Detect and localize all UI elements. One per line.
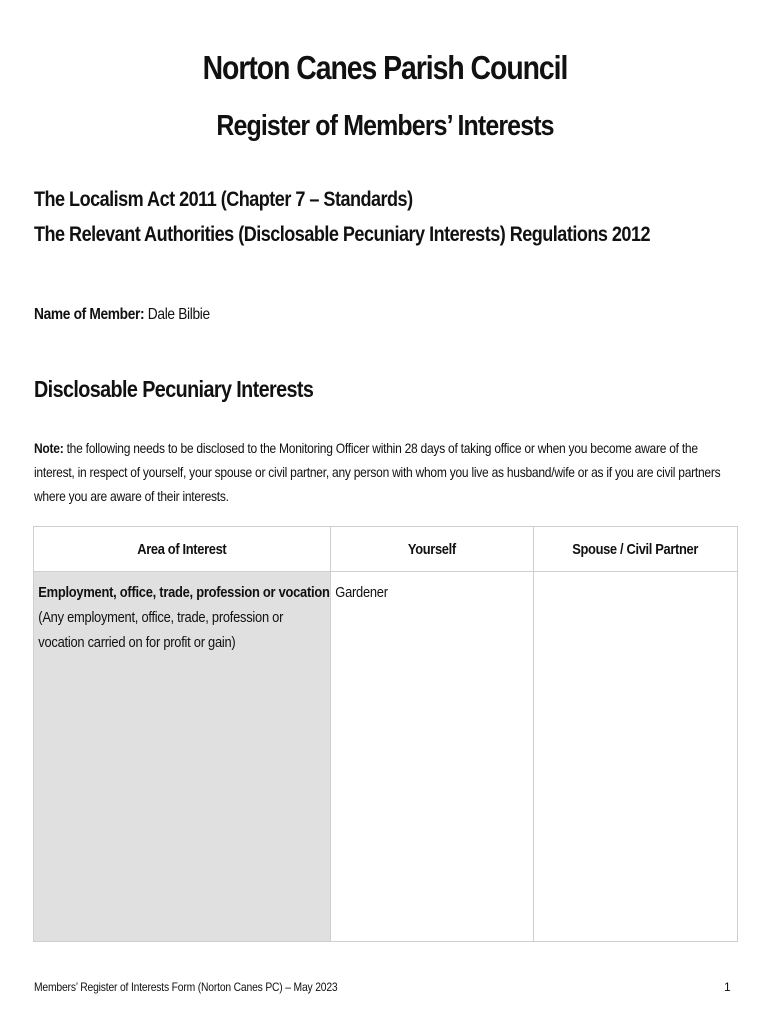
table-row [34, 572, 738, 942]
spouse-cell[interactable] [534, 572, 738, 942]
column-header-area: Area of Interest [34, 527, 331, 572]
document-title: Norton Canes Parish Council [202, 49, 568, 86]
table-header-row [34, 527, 738, 572]
legislation-line-2: The Relevant Authorities (Disclosable Pecuniary Interests) Regulations 2012 [34, 223, 651, 246]
area-description: (Any employment, office, trade, profession or vocation carried on for profit or gain) [38, 609, 284, 651]
column-header-spouse: Spouse / Civil Partner [534, 527, 738, 572]
yourself-value: Gardener [335, 584, 388, 601]
legislation-line-1: The Localism Act 2011 (Chapter 7 – Standards) [34, 188, 413, 211]
area-of-interest-cell [34, 572, 331, 942]
area-title: Employment, office, trade, profession or vocation [38, 584, 330, 601]
member-name-label: Name of Member: [34, 306, 145, 323]
member-name-field [34, 306, 210, 324]
section-heading: Disclosable Pecuniary Interests [34, 376, 314, 402]
page-number: 1 [724, 980, 731, 994]
document-subtitle: Register of Members’ Interests [216, 110, 554, 142]
column-header-yourself: Yourself [331, 527, 534, 572]
footer-text: Members’ Register of Interests Form (Norton Canes PC) – May 2023 [34, 980, 338, 994]
note-text: the following needs to be disclosed to the Monitoring Officer within 28 days of taking office or when you become aware of the interest, in respect of yourself, your spouse or civil partner, any person with whom you live as husband/wife or as if you are civil partners where you are aware of their interests. [34, 440, 721, 504]
interests-table [33, 526, 738, 942]
note-label: Note: [34, 440, 64, 456]
member-name-value: Dale Bilbie [144, 306, 210, 323]
note-paragraph [34, 436, 722, 508]
yourself-cell[interactable] [331, 572, 534, 942]
